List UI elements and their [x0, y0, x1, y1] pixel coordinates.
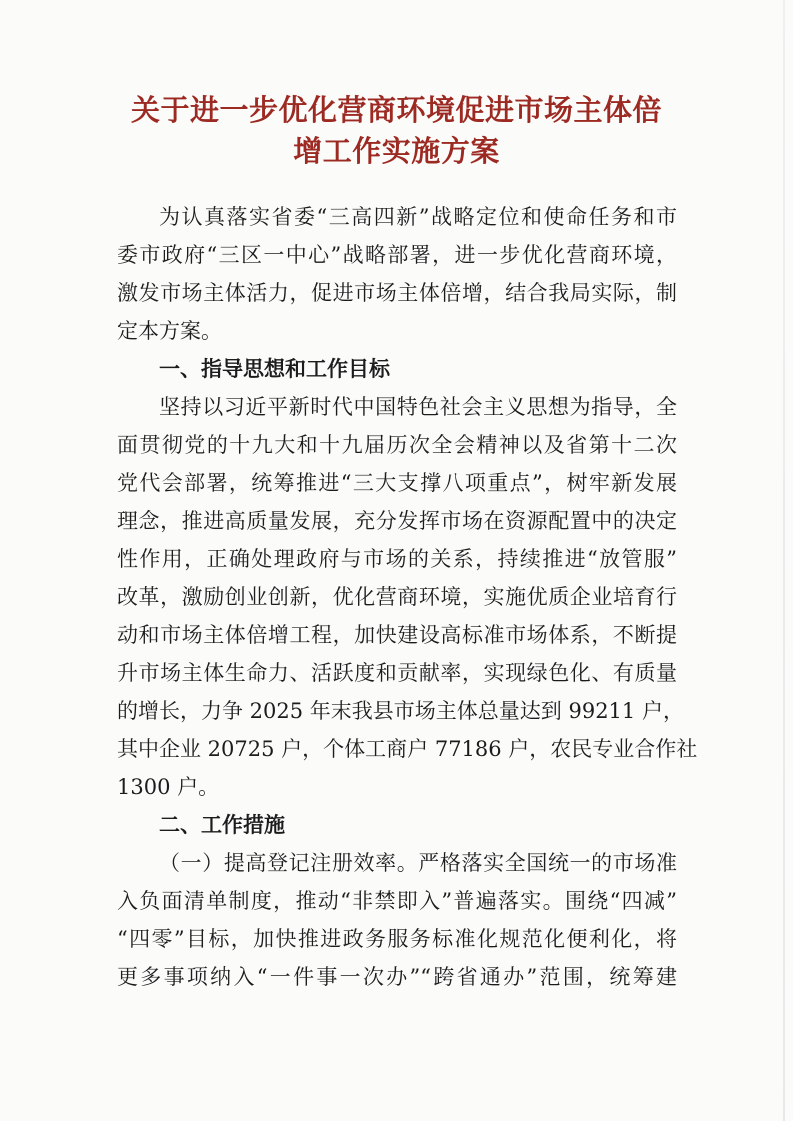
document-body: [117, 198, 698, 996]
paragraph-guiding-line-9: 的增长，力争 2025 年末我县市场主体总量达到 99211 户，: [117, 699, 684, 723]
paragraph-intro-line-4: 定本方案。: [117, 319, 222, 343]
paragraph-guiding-line-10: 其中企业 20725 户，个体工商户 77186 户，农民专业合作社: [117, 737, 698, 761]
paragraph-guiding-line-3: 党代会部署，统筹推进“三大支撑八项重点”，树牢新发展: [117, 471, 677, 495]
paragraph-intro-line-1: 为认真落实省委“三高四新”战略定位和使命任务和市: [159, 205, 677, 229]
paragraph-intro-line-3: 激发市场主体活力，促进市场主体倍增，结合我局实际，制: [117, 281, 677, 305]
paragraph-guiding-line-4: 理念，推进高质量发展，充分发挥市场在资源配置中的决定: [117, 509, 677, 533]
paragraph-measures-line-1: （一）提高登记注册效率。严格落实全国统一的市场准: [159, 851, 677, 875]
paragraph-guiding-line-11: 1300 户。: [117, 775, 220, 799]
paragraph-measures-line-4: 更多事项纳入“一件事一次办”“跨省通办”范围，统筹建: [117, 965, 677, 989]
paragraph-guiding-line-2: 面贯彻党的十九大和十九届历次全会精神以及省第十二次: [117, 433, 677, 457]
section-heading-1: 一、指导思想和工作目标: [159, 357, 390, 381]
paragraph-measures-line-3: “四零”目标，加快推进政务服务标准化规范化便利化，将: [117, 927, 677, 951]
paragraph-measures-line-2: 入负面清单制度，推动“非禁即入”普遍落实。围绕“四减”: [117, 889, 677, 913]
paragraph-guiding-line-8: 升市场主体生命力、活跃度和贡献率，实现绿色化、有质量: [117, 661, 677, 685]
scan-edge-shadow: [783, 0, 785, 1121]
paragraph-intro-line-2: 委市政府“三区一中心”战略部署，进一步优化营商环境，: [117, 243, 677, 267]
paragraph-guiding-line-7: 动和市场主体倍增工程，加快建设高标准市场体系，不断提: [117, 623, 677, 647]
paragraph-guiding-line-1: 坚持以习近平新时代中国特色社会主义思想为指导，全: [159, 395, 677, 419]
document-title-line-2: 增工作实施方案: [293, 134, 500, 168]
document-title-line-1: 关于进一步优化营商环境促进市场主体倍: [130, 93, 662, 127]
paragraph-guiding-line-6: 改革，激励创业创新，优化营商环境，实施优质企业培育行: [117, 585, 677, 609]
section-heading-2: 二、工作措施: [159, 813, 285, 837]
paragraph-guiding-line-5: 性作用，正确处理政府与市场的关系，持续推进“放管服”: [117, 547, 677, 571]
